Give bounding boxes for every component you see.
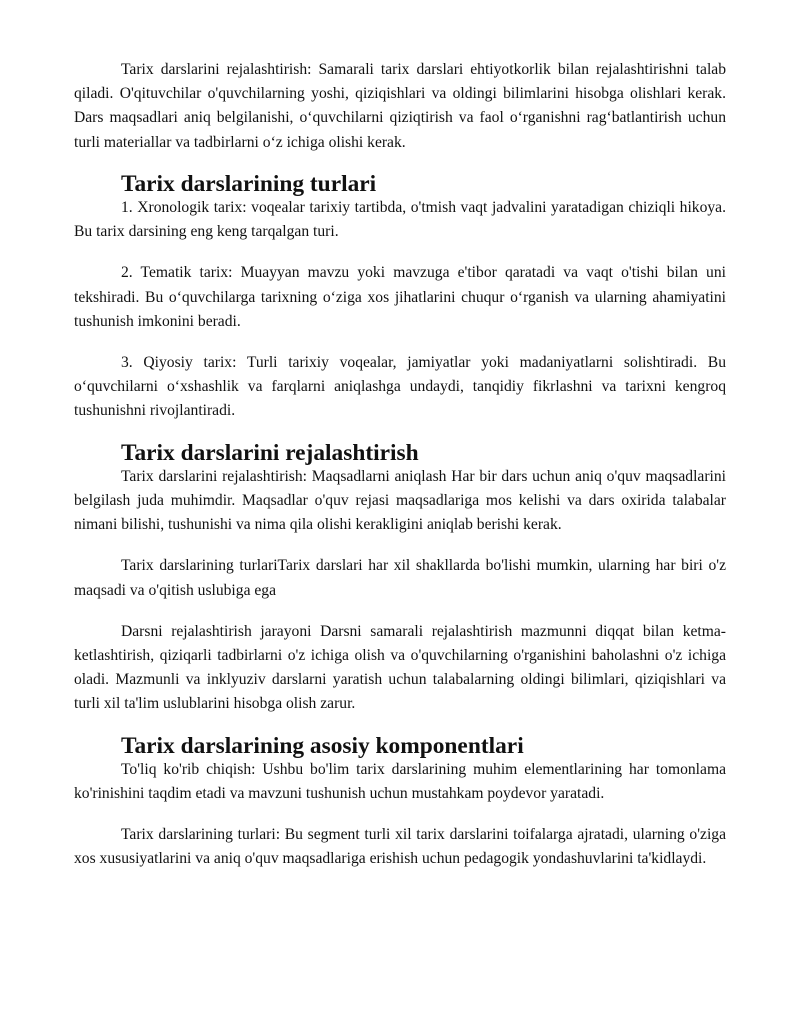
paragraph-maqsadlar: Tarix darslarini rejalashtirish: Maqsadlarni aniqlash Har bir dars uchun aniq o'quv maqsadlarini belgilash juda muhimdir. Maqsadlar o'quv rejasi maqsadlariga mos kelishi va dars oxirida talabalar nimani bilishi, tushunishi va nima qila olishi kerakligini aniqlab berishi kerak. [74, 467, 726, 534]
paragraph-qiyosiy: 3. Qiyosiy tarix: Turli tarixiy voqealar, jamiyatlar yoki madaniyatlarni solishtiradi. Bu o‘quvchilarni o‘xshashlik va farqlarni aniqlashga undaydi, tanqidiy fikrlashni va tarixni kengroq tushunishni rivojlantiradi. [74, 354, 726, 420]
paragraph-tematik: 2. Tematik tarix: Muayyan mavzu yoki mavzuga e'tibor qaratadi va vaqt o'tishi bilan uni tekshiradi. Bu o‘quvchilarga tarixning o‘ziga xos jihatlarini chuqur o‘rganish va ularning ahamiyatini tushunish imkonini beradi. [74, 264, 726, 330]
paragraph-shakllar: Tarix darslarining turlariTarix darslari har xil shakllarda bo'lishi mumkin, ularning har biri o'z maqsadi va o'qitish uslubiga ega [74, 557, 726, 599]
paragraph-korib-chiqish: To'liq ko'rib chiqish: Ushbu bo'lim tarix darslarining muhim elementlarining har tomonlama ko'rinishini taqdim etadi va mavzuni tushunish uchun mustahkam poydevor yaratadi. [74, 760, 726, 803]
section-heading-turlari: Tarix darslarining turlari [121, 170, 377, 197]
intro-paragraph: Tarix darslarini rejalashtirish: Samarali tarix darslari ehtiyotkorlik bilan rejalashtirishni talab qiladi. O'qituvchilar o'quvchilarning yoshi, qiziqishlari va oldingi bilimlarini hisobga olishlari kerak. Dars maqsadlari aniq belgilanishi, o‘quvchilarni qiziqtirish va faol o‘rganishni rag‘batlantirish uchun turli materiallar va tadbirlarni o‘z ichiga olishi kerak. [74, 61, 726, 151]
paragraph-turlari-segment: Tarix darslarining turlari: Bu segment turli xil tarix darslarini toifalarga ajratadi, ularning o'ziga xos xususiyatlarini va aniq o'quv maqsadlariga erishish uchun pedagogik yondashuvlarini ta'kidlaydi. [74, 826, 726, 868]
section-heading-komponentlar: Tarix darslarining asosiy komponentlari [121, 732, 524, 759]
document-page [74, 58, 726, 872]
section-heading-rejalashtirish: Tarix darslarini rejalashtirish [121, 439, 419, 466]
paragraph-jarayon: Darsni rejalashtirish jarayoni Darsni samarali rejalashtirish mazmunni diqqat bilan ketma-ketlashtirish, qiziqarli tadbirlarni o'z ichiga olish va o'quvchilarning o'rganishini baholashni o'z ichiga oladi. Mazmunli va inklyuziv darslarni yaratish uchun talabalarning oldingi bilimlari, qiziqishlari va turli xil ta'lim uslublarini hisobga olish zarur. [74, 622, 726, 713]
paragraph-xronologik: 1. Xronologik tarix: voqealar tarixiy tartibda, o'tmish vaqt jadvalini yaratadigan chiziqli hikoya. Bu tarix darsining eng keng tarqalgan turi. [74, 199, 726, 241]
